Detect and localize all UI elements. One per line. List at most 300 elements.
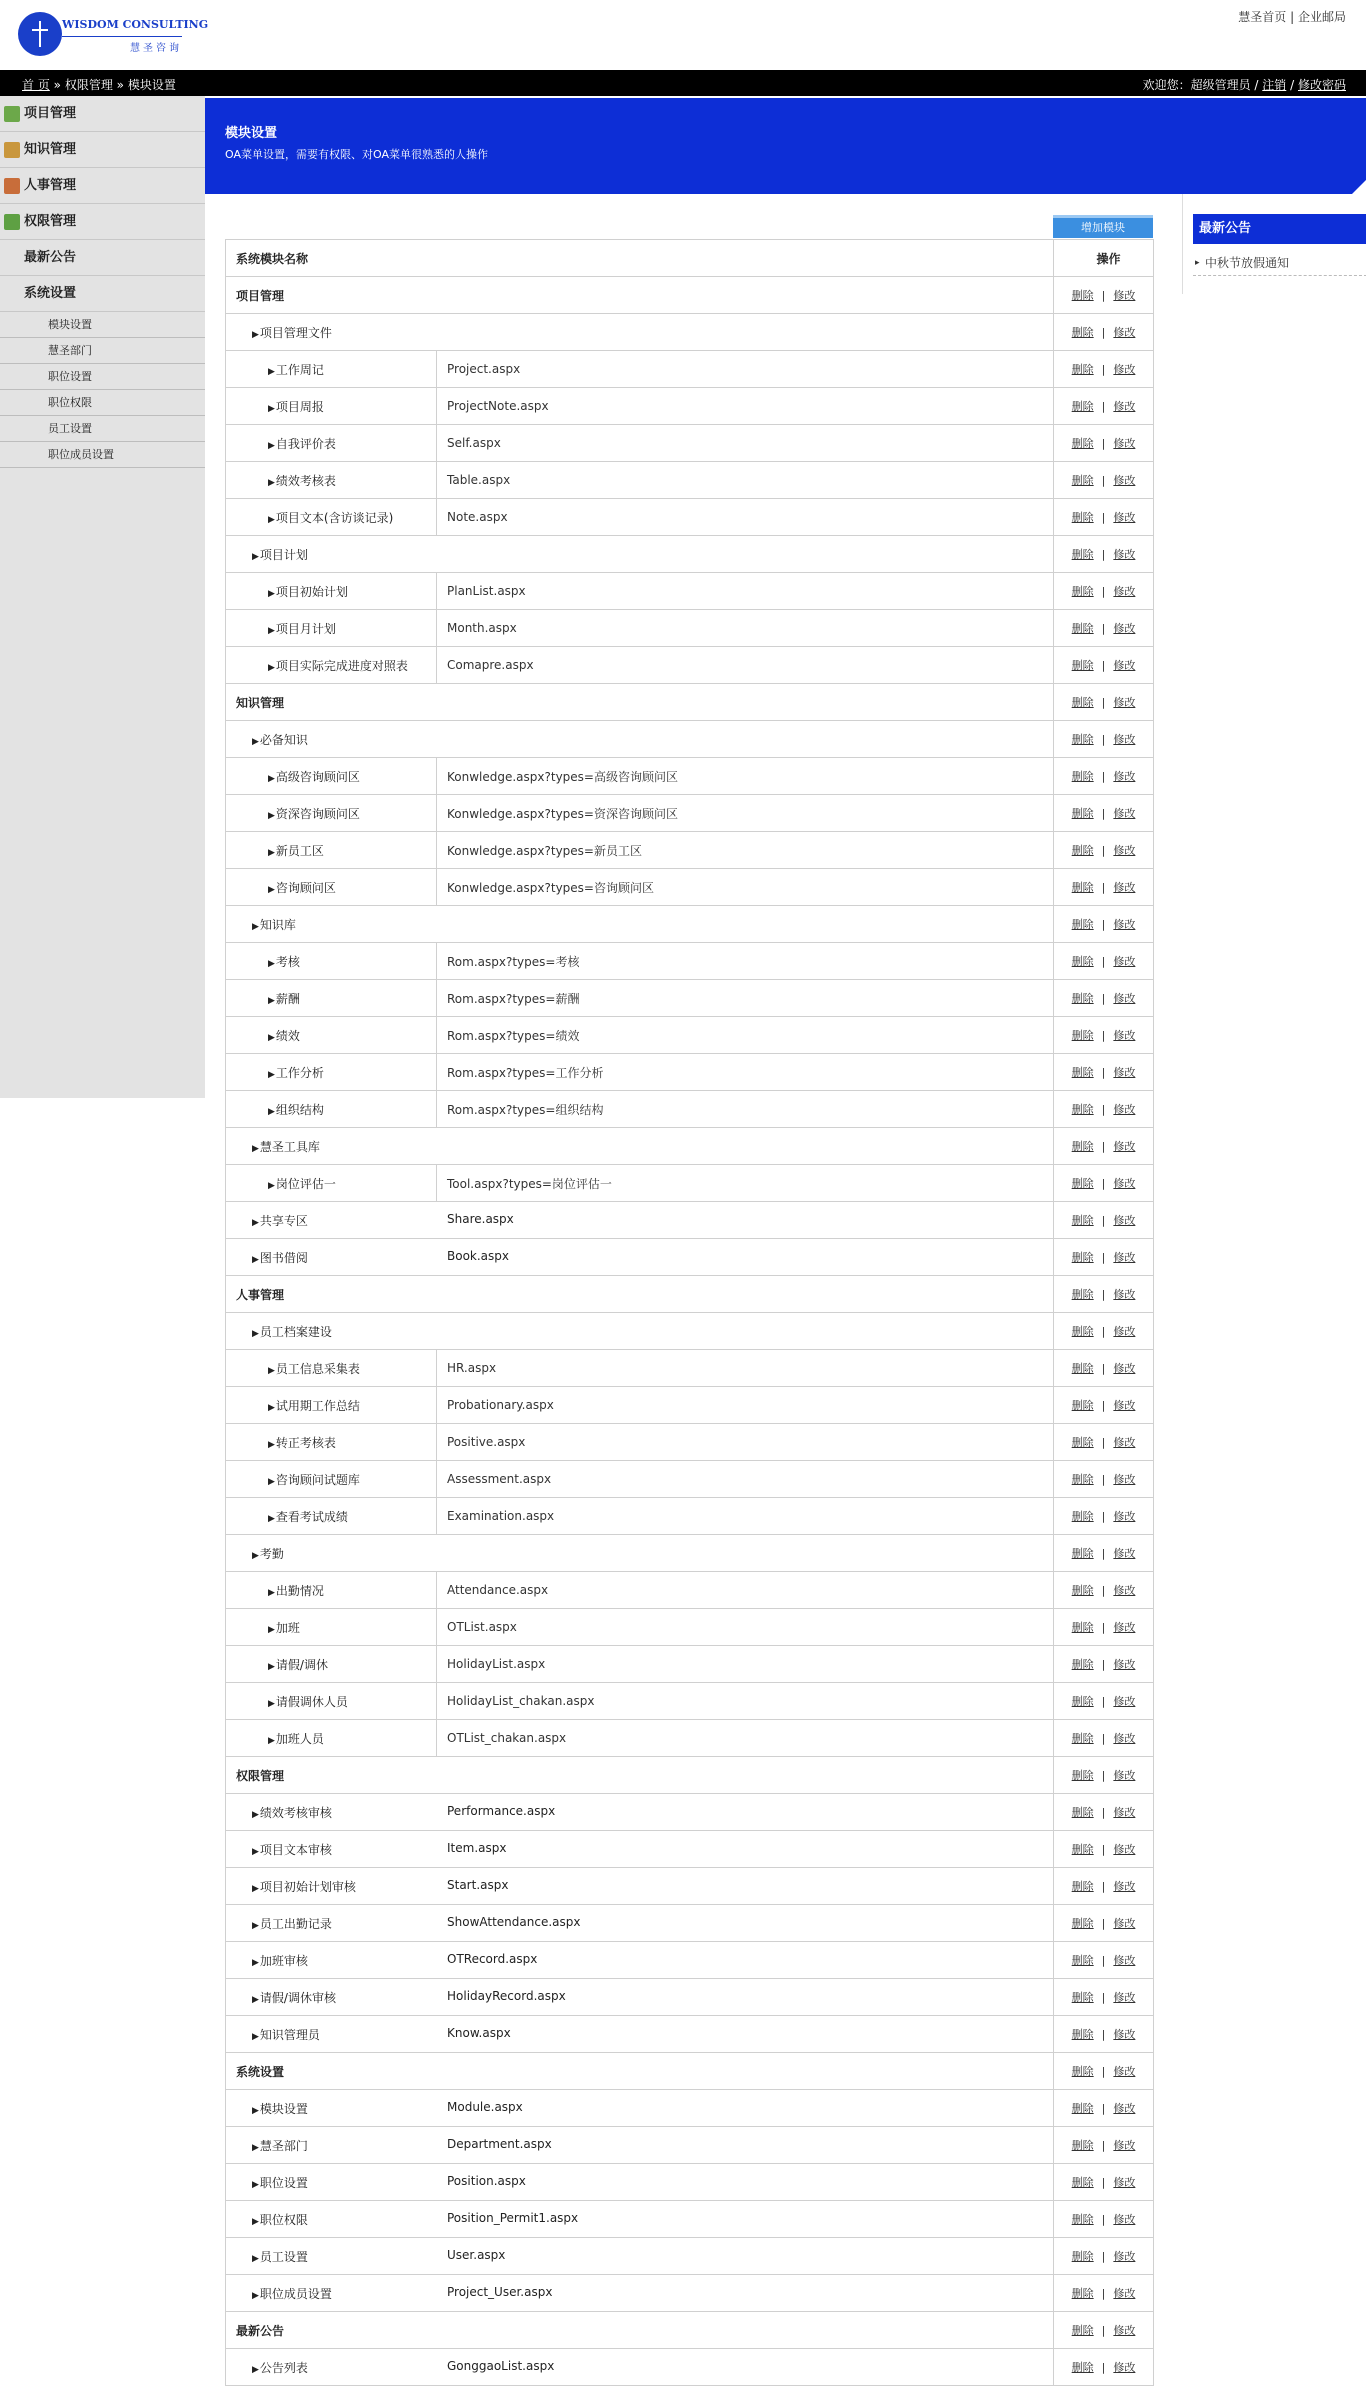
- edit-link[interactable]: 修改: [1113, 548, 1136, 561]
- action-separator: |: [1101, 659, 1106, 672]
- tree-arrow-icon: ▶: [252, 2364, 259, 2375]
- delete-link[interactable]: 删除: [1071, 2102, 1094, 2115]
- delete-link[interactable]: 删除: [1071, 1177, 1094, 1190]
- sidebar-item[interactable]: [0, 204, 205, 240]
- action-separator: |: [1101, 2287, 1106, 2300]
- edit-link[interactable]: 修改: [1113, 1584, 1136, 1597]
- edit-link[interactable]: 修改: [1113, 474, 1136, 487]
- tree-arrow-icon: ▶: [268, 403, 275, 414]
- delete-link[interactable]: 删除: [1071, 1510, 1094, 1523]
- edit-link[interactable]: 修改: [1113, 1658, 1136, 1671]
- delete-link[interactable]: 删除: [1071, 2287, 1094, 2300]
- action-separator: |: [1101, 918, 1106, 931]
- module-name: 咨询顾问试题库: [275, 1472, 360, 1487]
- row-actions: [1054, 1868, 1154, 1905]
- row-actions: [1054, 573, 1154, 610]
- edit-link[interactable]: 修改: [1113, 2102, 1136, 2115]
- delete-link[interactable]: 删除: [1071, 1769, 1094, 1782]
- tree-arrow-icon: ▶: [252, 921, 259, 932]
- change-password-link[interactable]: 修改密码: [1297, 78, 1346, 92]
- sidebar-item[interactable]: [0, 276, 205, 312]
- delete-link[interactable]: 删除: [1071, 918, 1094, 931]
- delete-link[interactable]: 删除: [1071, 1806, 1094, 1819]
- delete-link[interactable]: 删除: [1071, 659, 1094, 672]
- action-separator: |: [1101, 807, 1106, 820]
- edit-link[interactable]: 修改: [1113, 1066, 1136, 1079]
- delete-link[interactable]: 删除: [1071, 1140, 1094, 1153]
- edit-link[interactable]: 修改: [1113, 1806, 1136, 1819]
- table-row: [226, 943, 1154, 980]
- module-name-cell: [226, 1535, 1054, 1572]
- action-separator: |: [1101, 1510, 1106, 1523]
- module-url: Share.aspx: [447, 1211, 514, 1226]
- delete-link[interactable]: 删除: [1071, 1584, 1094, 1597]
- action-separator: |: [1101, 363, 1106, 376]
- module-url: OTList.aspx: [437, 1609, 1054, 1646]
- table-row: [226, 1572, 1154, 1609]
- delete-link[interactable]: 删除: [1071, 1547, 1094, 1560]
- module-name: 项目文本(含访谈记录): [275, 510, 394, 525]
- edit-link[interactable]: 修改: [1113, 1695, 1136, 1708]
- edit-link[interactable]: 修改: [1113, 585, 1136, 598]
- action-separator: |: [1101, 881, 1106, 894]
- table-row: [226, 906, 1154, 943]
- row-actions: [1054, 351, 1154, 388]
- tree-arrow-icon: ▶: [252, 1217, 259, 1228]
- delete-link[interactable]: 删除: [1071, 1436, 1094, 1449]
- edit-link[interactable]: 修改: [1113, 1399, 1136, 1412]
- module-name: 工作分析: [275, 1065, 324, 1080]
- delete-link[interactable]: 删除: [1071, 1288, 1094, 1301]
- table-row: [226, 647, 1154, 684]
- delete-link[interactable]: 删除: [1071, 1103, 1094, 1116]
- edit-link[interactable]: 修改: [1113, 1103, 1136, 1116]
- row-actions: [1054, 1054, 1154, 1091]
- module-name-cell: [226, 351, 437, 388]
- table-row: [226, 721, 1154, 758]
- row-actions: [1054, 980, 1154, 1017]
- sidebar-subitem[interactable]: 职位权限: [0, 390, 205, 416]
- delete-link[interactable]: 删除: [1071, 696, 1094, 709]
- table-row: [226, 1720, 1154, 1757]
- module-name: 项目月计划: [275, 621, 336, 636]
- module-name-cell: [226, 1276, 1054, 1313]
- module-name: 职位成员设置: [259, 2286, 332, 2301]
- module-name: 知识库: [259, 917, 296, 932]
- delete-link[interactable]: 删除: [1071, 2361, 1094, 2374]
- action-separator: |: [1101, 770, 1106, 783]
- delete-link[interactable]: 删除: [1071, 881, 1094, 894]
- edit-link[interactable]: 修改: [1113, 1288, 1136, 1301]
- delete-link[interactable]: 删除: [1071, 733, 1094, 746]
- edit-link[interactable]: 修改: [1113, 437, 1136, 450]
- action-separator: |: [1101, 1917, 1106, 1930]
- edit-link[interactable]: 修改: [1113, 1547, 1136, 1560]
- delete-link[interactable]: 删除: [1071, 2250, 1094, 2263]
- action-separator: |: [1101, 1436, 1106, 1449]
- delete-link[interactable]: 删除: [1071, 326, 1094, 339]
- sidebar-item-label: 权限管理: [24, 213, 77, 229]
- delete-link[interactable]: 删除: [1071, 1473, 1094, 1486]
- delete-link[interactable]: 删除: [1071, 1251, 1094, 1264]
- module-name: 共享专区: [259, 1213, 308, 1228]
- edit-link[interactable]: 修改: [1113, 400, 1136, 413]
- row-actions: [1054, 906, 1154, 943]
- edit-link[interactable]: 修改: [1113, 2139, 1136, 2152]
- action-separator: |: [1101, 2361, 1106, 2374]
- module-name: 请假/调休: [275, 1657, 328, 1672]
- action-separator: |: [1101, 733, 1106, 746]
- edit-link[interactable]: 修改: [1113, 2176, 1136, 2189]
- module-name-cell: [226, 462, 437, 499]
- page-title: 模块设置: [225, 126, 278, 141]
- module-name: 加班审核: [259, 1953, 308, 1968]
- edit-link[interactable]: 修改: [1113, 992, 1136, 1005]
- module-name-cell: [226, 499, 437, 536]
- action-separator: |: [1101, 1732, 1106, 1745]
- action-separator: |: [1101, 992, 1106, 1005]
- edit-link[interactable]: 修改: [1113, 1436, 1136, 1449]
- delete-link[interactable]: 删除: [1071, 1362, 1094, 1375]
- table-header-row: [226, 240, 1154, 277]
- action-separator: |: [1101, 1658, 1106, 1671]
- module-url: Konwledge.aspx?types=咨询顾问区: [437, 869, 1054, 906]
- row-actions: [1054, 314, 1154, 351]
- module-url: HR.aspx: [437, 1350, 1054, 1387]
- table-row: [226, 536, 1154, 573]
- edit-link[interactable]: 修改: [1113, 2065, 1136, 2078]
- tree-arrow-icon: ▶: [268, 1476, 275, 1487]
- edit-link[interactable]: 修改: [1113, 2213, 1136, 2226]
- action-separator: |: [1101, 1214, 1106, 1227]
- top-link-separator: |: [1290, 10, 1298, 24]
- edit-link[interactable]: 修改: [1113, 1769, 1136, 1782]
- edit-link[interactable]: 修改: [1113, 326, 1136, 339]
- delete-link[interactable]: 删除: [1071, 807, 1094, 820]
- delete-link[interactable]: 删除: [1071, 585, 1094, 598]
- module-url: HolidayRecord.aspx: [447, 1988, 566, 2003]
- sidebar-item-label: 最新公告: [24, 249, 77, 265]
- action-separator: |: [1101, 696, 1106, 709]
- edit-link[interactable]: 修改: [1113, 881, 1136, 894]
- table-row: [226, 1091, 1154, 1128]
- module-name: 项目实际完成进度对照表: [275, 658, 408, 673]
- mail-link[interactable]: 企业邮局: [1297, 10, 1346, 24]
- row-actions: [1054, 388, 1154, 425]
- breadcrumb-separator: »: [116, 78, 125, 92]
- module-url: PlanList.aspx: [437, 573, 1054, 610]
- edit-link[interactable]: 修改: [1113, 363, 1136, 376]
- delete-link[interactable]: 删除: [1071, 437, 1094, 450]
- add-module-button[interactable]: 增加模块: [1053, 215, 1153, 238]
- delete-link[interactable]: 删除: [1071, 1029, 1094, 1042]
- delete-link[interactable]: 删除: [1071, 1621, 1094, 1634]
- module-name-cell: [226, 758, 437, 795]
- edit-link[interactable]: 修改: [1113, 622, 1136, 635]
- edit-link[interactable]: 修改: [1113, 1954, 1136, 1967]
- tree-arrow-icon: ▶: [268, 884, 275, 895]
- logout-link[interactable]: 注销: [1262, 78, 1287, 92]
- edit-link[interactable]: 修改: [1113, 918, 1136, 931]
- announcement-title: 最新公告: [1193, 214, 1366, 244]
- module-url: User.aspx: [447, 2247, 506, 2262]
- edit-link[interactable]: 修改: [1113, 1473, 1136, 1486]
- row-actions: [1054, 1535, 1154, 1572]
- action-separator: |: [1101, 1621, 1106, 1634]
- table-row: [226, 2349, 1154, 2386]
- module-url: Konwledge.aspx?types=高级咨询顾问区: [437, 758, 1054, 795]
- table-row: [226, 1942, 1154, 1979]
- delete-link[interactable]: 删除: [1071, 770, 1094, 783]
- row-actions: [1054, 1424, 1154, 1461]
- delete-link[interactable]: 删除: [1071, 2065, 1094, 2078]
- delete-link[interactable]: 删除: [1071, 1917, 1094, 1930]
- row-actions: [1054, 758, 1154, 795]
- delete-link[interactable]: 删除: [1071, 1880, 1094, 1893]
- tree-arrow-icon: ▶: [252, 1550, 259, 1561]
- edit-link[interactable]: 修改: [1113, 1991, 1136, 2004]
- module-name-cell: [226, 684, 1054, 721]
- module-name-cell: [226, 2164, 1054, 2201]
- delete-link[interactable]: 删除: [1071, 1066, 1094, 1079]
- module-name: 新员工区: [275, 843, 324, 858]
- module-name: 职位设置: [259, 2175, 308, 2190]
- action-separator: |: [1101, 1288, 1106, 1301]
- module-name: 员工信息采集表: [275, 1361, 360, 1376]
- tree-arrow-icon: ▶: [268, 1365, 275, 1376]
- table-row: [226, 1979, 1154, 2016]
- row-actions: [1054, 1905, 1154, 1942]
- module-url: GonggaoList.aspx: [447, 2358, 555, 2373]
- row-actions: [1054, 2238, 1154, 2275]
- row-actions: [1054, 2090, 1154, 2127]
- tree-arrow-icon: ▶: [268, 958, 275, 969]
- row-actions: [1054, 647, 1154, 684]
- delete-link[interactable]: 删除: [1071, 955, 1094, 968]
- home-link[interactable]: 慧圣首页: [1238, 10, 1287, 24]
- module-name-cell: [226, 1165, 437, 1202]
- module-name: 图书借阅: [259, 1250, 308, 1265]
- action-separator: |: [1101, 1140, 1106, 1153]
- edit-link[interactable]: 修改: [1113, 1140, 1136, 1153]
- module-name: 系统设置: [236, 2064, 285, 2079]
- logo-english-text: WISDOM CONSULTING: [62, 18, 209, 31]
- module-name-cell: [226, 1054, 437, 1091]
- edit-link[interactable]: 修改: [1113, 770, 1136, 783]
- tree-arrow-icon: ▶: [268, 1106, 275, 1117]
- edit-link[interactable]: 修改: [1113, 955, 1136, 968]
- module-name: 项目管理: [236, 288, 285, 303]
- edit-link[interactable]: 修改: [1113, 511, 1136, 524]
- tree-arrow-icon: ▶: [268, 1032, 275, 1043]
- module-name: 高级咨询顾问区: [275, 769, 360, 784]
- delete-link[interactable]: 删除: [1071, 1991, 1094, 2004]
- delete-link[interactable]: 删除: [1071, 622, 1094, 635]
- action-separator: |: [1101, 474, 1106, 487]
- table-row: [226, 1794, 1154, 1831]
- edit-link[interactable]: 修改: [1113, 1362, 1136, 1375]
- sidebar-subitem[interactable]: 职位设置: [0, 364, 205, 390]
- delete-link[interactable]: 删除: [1071, 548, 1094, 561]
- row-actions: [1054, 1239, 1154, 1276]
- tree-arrow-icon: ▶: [268, 1587, 275, 1598]
- tree-arrow-icon: ▶: [252, 2216, 259, 2227]
- sidebar-item[interactable]: [0, 168, 205, 204]
- edit-link[interactable]: 修改: [1113, 2361, 1136, 2374]
- edit-link[interactable]: 修改: [1113, 1917, 1136, 1930]
- module-name: 项目文本审核: [259, 1842, 332, 1857]
- action-separator: |: [1101, 437, 1106, 450]
- delete-link[interactable]: 删除: [1071, 363, 1094, 376]
- row-actions: [1054, 277, 1154, 314]
- module-url: Probationary.aspx: [437, 1387, 1054, 1424]
- delete-link[interactable]: 删除: [1071, 400, 1094, 413]
- tree-arrow-icon: ▶: [252, 1809, 259, 1820]
- breadcrumb-separator: »: [53, 78, 61, 92]
- delete-link[interactable]: 删除: [1071, 1658, 1094, 1671]
- edit-link[interactable]: 修改: [1113, 1177, 1136, 1190]
- breadcrumb: [22, 76, 176, 93]
- edit-link[interactable]: 修改: [1113, 1732, 1136, 1745]
- delete-link[interactable]: 删除: [1071, 2324, 1094, 2337]
- module-url: Item.aspx: [447, 1840, 507, 1855]
- sidebar-subitem[interactable]: 员工设置: [0, 416, 205, 442]
- delete-link[interactable]: 删除: [1071, 1954, 1094, 1967]
- delete-link[interactable]: 删除: [1071, 289, 1094, 302]
- tree-arrow-icon: ▶: [268, 1624, 275, 1635]
- table-row: [226, 610, 1154, 647]
- row-actions: [1054, 425, 1154, 462]
- tree-arrow-icon: ▶: [252, 2142, 259, 2153]
- edit-link[interactable]: 修改: [1113, 2287, 1136, 2300]
- delete-link[interactable]: 删除: [1071, 2139, 1094, 2152]
- row-actions: [1054, 869, 1154, 906]
- edit-link[interactable]: 修改: [1113, 696, 1136, 709]
- tree-arrow-icon: ▶: [268, 1180, 275, 1191]
- edit-link[interactable]: 修改: [1113, 2250, 1136, 2263]
- module-name-cell: [226, 1387, 437, 1424]
- sidebar-item[interactable]: [0, 132, 205, 168]
- row-actions: [1054, 1831, 1154, 1868]
- company-logo[interactable]: [18, 12, 209, 58]
- sidebar: [0, 96, 205, 1098]
- row-actions: [1054, 2349, 1154, 2386]
- module-name: 职位权限: [259, 2212, 308, 2227]
- edit-link[interactable]: 修改: [1113, 1621, 1136, 1634]
- delete-link[interactable]: 删除: [1071, 1399, 1094, 1412]
- module-url: OTRecord.aspx: [447, 1951, 538, 1966]
- breadcrumb-home-link[interactable]: 首 页: [22, 78, 50, 92]
- tree-arrow-icon: ▶: [252, 1994, 259, 2005]
- edit-link[interactable]: 修改: [1113, 1325, 1136, 1338]
- edit-link[interactable]: 修改: [1113, 1880, 1136, 1893]
- edit-link[interactable]: 修改: [1113, 844, 1136, 857]
- tree-arrow-icon: ▶: [252, 2290, 259, 2301]
- action-separator: |: [1101, 511, 1106, 524]
- module-name: 必备知识: [259, 732, 308, 747]
- tree-arrow-icon: ▶: [252, 329, 259, 340]
- page-description: OA菜单设置，需要有权限、对OA菜单很熟悉的人操作: [225, 148, 488, 161]
- table-row: [226, 1461, 1154, 1498]
- edit-link[interactable]: 修改: [1113, 2324, 1136, 2337]
- edit-link[interactable]: 修改: [1113, 1843, 1136, 1856]
- sidebar-item[interactable]: [0, 240, 205, 276]
- delete-link[interactable]: 删除: [1071, 2028, 1094, 2041]
- edit-link[interactable]: 修改: [1113, 1214, 1136, 1227]
- module-url: Know.aspx: [447, 2025, 511, 2040]
- row-actions: [1054, 1165, 1154, 1202]
- tree-arrow-icon: ▶: [252, 551, 259, 562]
- edit-link[interactable]: 修改: [1113, 807, 1136, 820]
- table-row: [226, 1646, 1154, 1683]
- action-separator: |: [1101, 1584, 1106, 1597]
- delete-link[interactable]: 删除: [1071, 992, 1094, 1005]
- module-name-cell: [226, 2349, 1054, 2386]
- column-header-name: 系统模块名称: [226, 240, 1054, 277]
- welcome-text: 欢迎您：超级管理员 /: [1142, 78, 1259, 92]
- edit-link[interactable]: 修改: [1113, 1029, 1136, 1042]
- announcement-panel: [1182, 194, 1366, 294]
- module-name-cell: [226, 1609, 437, 1646]
- module-url: OTList_chakan.aspx: [437, 1720, 1054, 1757]
- tree-arrow-icon: ▶: [268, 440, 275, 451]
- edit-link[interactable]: 修改: [1113, 733, 1136, 746]
- table-row: [226, 795, 1154, 832]
- delete-link[interactable]: 删除: [1071, 474, 1094, 487]
- module-name-cell: [226, 1128, 1054, 1165]
- sidebar-subitem[interactable]: 慧圣部门: [0, 338, 205, 364]
- sidebar-subitem[interactable]: 职位成员设置: [0, 442, 205, 468]
- module-url: Module.aspx: [447, 2099, 523, 2114]
- module-name: 加班人员: [275, 1731, 324, 1746]
- edit-link[interactable]: 修改: [1113, 659, 1136, 672]
- sidebar-item[interactable]: [0, 96, 205, 132]
- action-separator: |: [1101, 585, 1106, 598]
- module-name-cell: [226, 1202, 1054, 1239]
- announcement-item[interactable]: ▸ 中秋节放假通知: [1193, 250, 1366, 276]
- module-name: 组织结构: [275, 1102, 324, 1117]
- edit-link[interactable]: 修改: [1113, 2028, 1136, 2041]
- tree-arrow-icon: ▶: [268, 1439, 275, 1450]
- delete-link[interactable]: 删除: [1071, 1695, 1094, 1708]
- module-url: Rom.aspx?types=考核: [437, 943, 1054, 980]
- edit-link[interactable]: 修改: [1113, 1251, 1136, 1264]
- tree-arrow-icon: ▶: [268, 810, 275, 821]
- delete-link[interactable]: 删除: [1071, 2176, 1094, 2189]
- action-separator: |: [1101, 2139, 1106, 2152]
- delete-link[interactable]: 删除: [1071, 1732, 1094, 1745]
- edit-link[interactable]: 修改: [1113, 1510, 1136, 1523]
- delete-link[interactable]: 删除: [1071, 844, 1094, 857]
- action-separator: |: [1101, 955, 1106, 968]
- table-row: [226, 1276, 1154, 1313]
- delete-link[interactable]: 删除: [1071, 1843, 1094, 1856]
- tree-arrow-icon: ▶: [252, 2105, 259, 2116]
- module-name: 请假调休人员: [275, 1694, 348, 1709]
- tree-arrow-icon: ▶: [268, 625, 275, 636]
- delete-link[interactable]: 删除: [1071, 511, 1094, 524]
- module-name: 岗位评估一: [275, 1176, 336, 1191]
- delete-link[interactable]: 删除: [1071, 1214, 1094, 1227]
- delete-link[interactable]: 删除: [1071, 1325, 1094, 1338]
- module-name-cell: [226, 2312, 1054, 2349]
- module-name-cell: [226, 1424, 437, 1461]
- action-separator: |: [1101, 1954, 1106, 1967]
- edit-link[interactable]: 修改: [1113, 289, 1136, 302]
- delete-link[interactable]: 删除: [1071, 2213, 1094, 2226]
- sidebar-subitem[interactable]: 模块设置: [0, 312, 205, 338]
- action-separator: |: [1101, 1066, 1106, 1079]
